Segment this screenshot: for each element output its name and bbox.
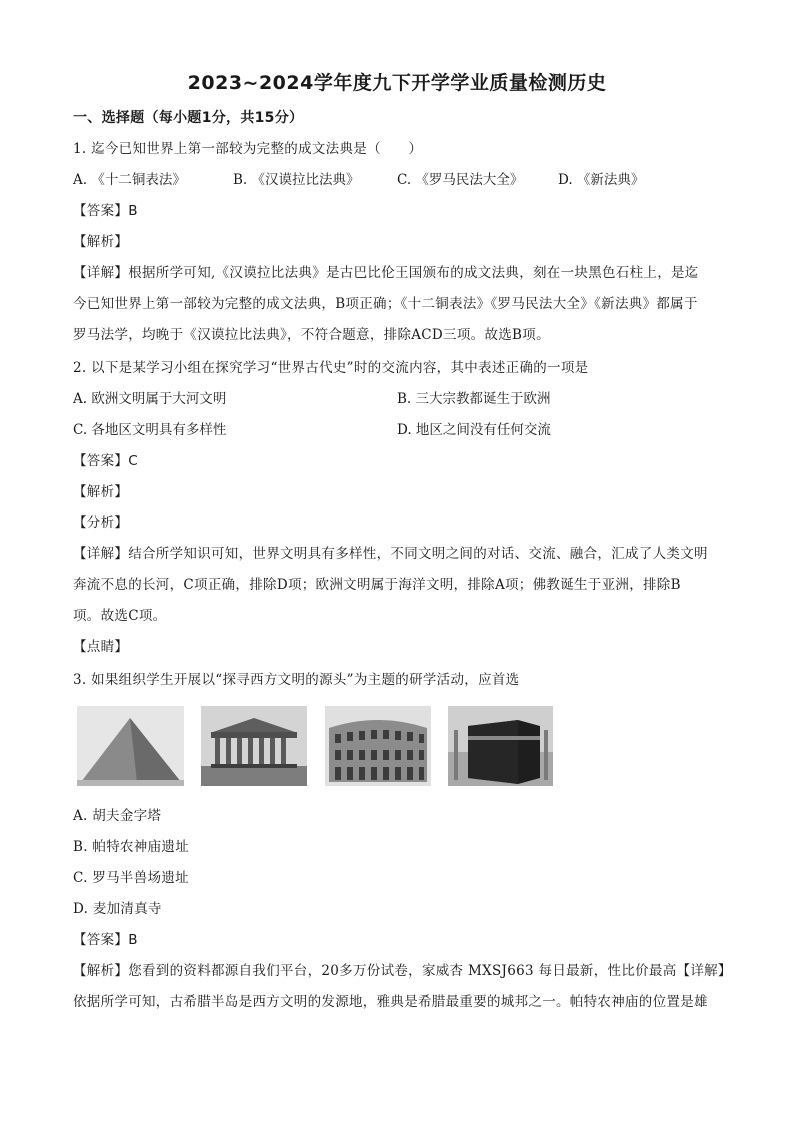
q2-detail-line-3: 项。故选C项。 — [73, 608, 167, 624]
q1-option-b: B. 《汉谟拉比法典》 — [233, 172, 360, 188]
q1-detail-line-2: 今已知世界上第一部较为完整的成文法典，B项正确；《十二铜表法》《罗马民法大全》《新法典》都属于 — [73, 296, 698, 312]
q3-detail-line-2: 依据所学可知，古希腊半岛是西方文明的发源地，雅典是希腊最重要的城邦之一。帕特农神庙的位置是雄 — [73, 994, 708, 1010]
page-title: 2023~2024学年度九下开学学业质量检测历史 — [187, 72, 607, 94]
section-heading: 一、选择题（每小题1分，共15分） — [73, 110, 304, 126]
q3-detail-line-1: 【解析】您看到的资料都源自我们平台，20多万份试卷，家威杏 MXSJ663 每日最新，性比价最高【详解】 — [73, 963, 732, 979]
question-1-stem: 1. 迄今已知世界上第一部较为完整的成文法典是（ ） — [73, 141, 423, 157]
q2-option-d: D. 地区之间没有任何交流 — [397, 422, 551, 438]
q1-answer: 【答案】B — [73, 203, 138, 219]
q1-detail-line-1: 【详解】根据所学可知,《汉谟拉比法典》是古巴比伦王国颁布的成文法典，刻在一块黑色石柱上，是迄 — [73, 265, 699, 281]
pyramid-photo — [77, 706, 184, 786]
q2-detail-line-1: 【详解】结合所学知识可知，世界文明具有多样性，不同文明之间的对话、交流、融合，汇成了人类文明 — [73, 546, 708, 562]
q3-option-b: B. 帕特农神庙遗址 — [73, 839, 190, 855]
q1-option-c: C. 《罗马民法大全》 — [397, 172, 524, 188]
question-3-stem: 3. 如果组织学生开展以“探寻西方文明的源头”为主题的研学活动，应首选 — [73, 672, 520, 688]
q2-answer: 【答案】C — [73, 453, 138, 469]
q2-option-a: A. 欧洲文明属于大河文明 — [73, 391, 227, 407]
q1-analysis-label: 【解析】 — [73, 234, 129, 250]
q1-detail-line-3: 罗马法学，均晚于《汉谟拉比法典》，不符合题意，排除ACD三项。故选B项。 — [73, 327, 550, 343]
q1-option-a: A. 《十二铜表法》 — [73, 172, 186, 188]
question-2-stem: 2. 以下是某学习小组在探究学习“世界古代史”时的交流内容，其中表述正确的一项是 — [73, 360, 589, 376]
q2-detail-line-2: 奔流不息的长河，C项正确，排除D项；欧洲文明属于海洋文明，排除A项；佛教诞生于亚洲，排除B — [73, 577, 681, 593]
q3-option-d: D. 麦加清真寺 — [73, 901, 162, 917]
kaaba-photo — [448, 706, 553, 786]
q2-dianjing-label: 【点睛】 — [73, 639, 129, 655]
q3-option-a: A. 胡夫金字塔 — [73, 808, 162, 824]
parthenon-photo — [201, 706, 307, 786]
q2-option-b: B. 三大宗教都诞生于欧洲 — [397, 391, 551, 407]
q3-option-c: C. 罗马半兽场遗址 — [73, 870, 189, 886]
q2-analysis-label: 【解析】 — [73, 484, 129, 500]
q3-answer: 【答案】B — [73, 932, 138, 948]
q2-fenxi-label: 【分析】 — [73, 515, 129, 531]
q1-option-d: D. 《新法典》 — [558, 172, 645, 188]
q2-option-c: C. 各地区文明具有多样性 — [73, 422, 227, 438]
colosseum-photo — [325, 706, 431, 786]
